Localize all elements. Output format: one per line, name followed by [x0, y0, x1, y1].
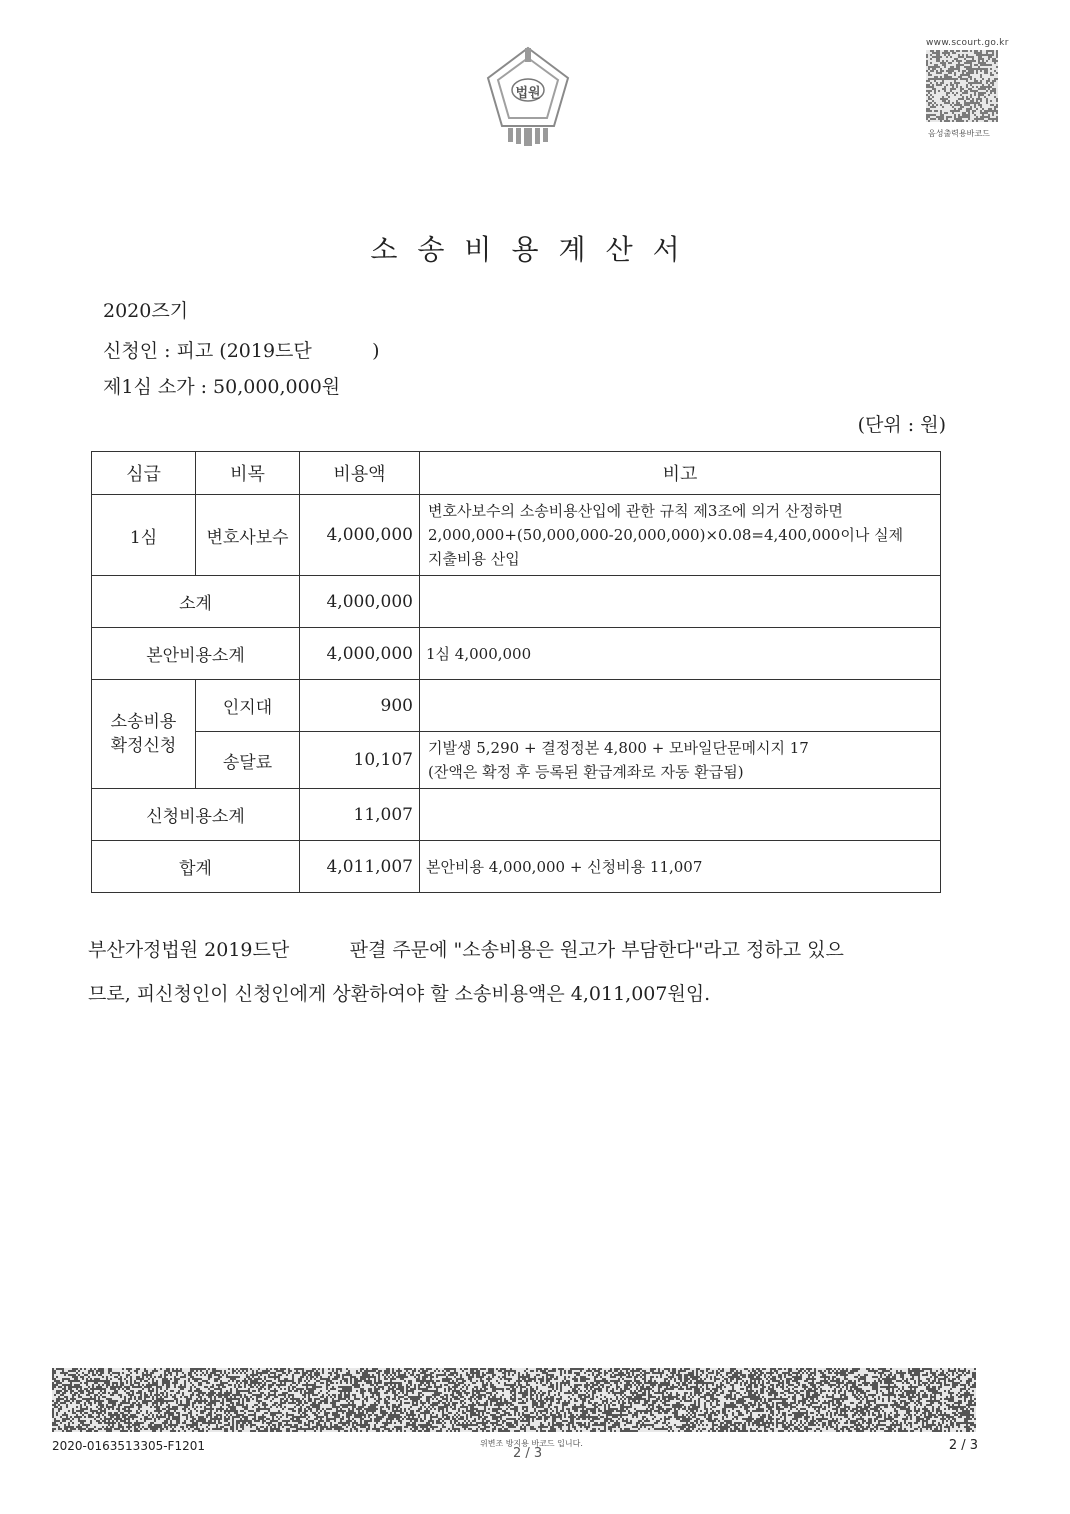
stamp-fee-note — [420, 680, 941, 732]
page-number-right: 2 / 3 — [948, 1438, 978, 1453]
table-row — [92, 495, 941, 576]
note-line: 변호사보수의 소송비용산입에 관한 규칙 제3조에 의거 산정하면 — [428, 502, 843, 520]
barcode-caption: 위변조 방지용 바코드 입니다. — [480, 1439, 583, 1448]
subtotal-label: 소계 — [92, 576, 300, 628]
application-subtotal-note — [420, 789, 941, 841]
header-item: 비목 — [196, 452, 300, 495]
emblem-label: 법원 — [515, 86, 541, 101]
total-amount: 4,011,007 — [300, 841, 420, 893]
unit-note: (단위 : 원) — [857, 414, 946, 436]
note-line: (잔액은 확정 후 등록된 환급계좌로 자동 환급됨) — [428, 763, 744, 781]
note-line: 2,000,000+(50,000,000-20,000,000)×0.08=4,400,000이나 실제 — [428, 526, 904, 544]
anti-forgery-barcode-icon — [52, 1368, 976, 1432]
main-subtotal-row — [92, 628, 941, 680]
total-note: 본안비용 4,000,000 + 신청비용 11,007 — [420, 841, 941, 893]
conclusion-line: 부산가정법원 2019드단 판결 주문에 "소송비용은 원고가 부담한다"라고 정하고 있으 — [88, 939, 844, 961]
claim-value-line: 제1심 소가 : 50,000,000원 — [103, 376, 341, 398]
header-level: 심급 — [92, 452, 196, 495]
qr-caption: 음성출력용바코드 — [928, 129, 990, 138]
table-header-row — [92, 452, 941, 495]
application-subtotal-row — [92, 789, 941, 841]
service-fee-item: 송달료 — [196, 732, 300, 789]
document-id: 2020-0163513305-F1201 — [52, 1439, 205, 1453]
stamp-fee-item: 인지대 — [196, 680, 300, 732]
row-amount: 4,000,000 — [300, 495, 420, 576]
subtotal-note — [420, 576, 941, 628]
header-note: 비고 — [420, 452, 941, 495]
service-fee-row — [92, 732, 941, 789]
subtotal-amount: 4,000,000 — [300, 576, 420, 628]
row-item: 변호사보수 — [196, 495, 300, 576]
page-number-center: 2 / 3 — [513, 1446, 543, 1461]
application-subtotal-amount: 11,007 — [300, 789, 420, 841]
header-amount: 비용액 — [300, 452, 420, 495]
conclusion-paragraph — [88, 928, 948, 1016]
subtotal-row — [92, 576, 941, 628]
service-fee-amount: 10,107 — [300, 732, 420, 789]
row-note — [420, 495, 941, 576]
application-subtotal-label: 신청비용소계 — [92, 789, 300, 841]
main-subtotal-note: 1심 4,000,000 — [420, 628, 941, 680]
cost-table — [91, 451, 941, 893]
stamp-fee-amount: 900 — [300, 680, 420, 732]
conclusion-line: 므로, 피신청인이 신청인에게 상환하여야 할 소송비용액은 4,011,007원임. — [88, 983, 711, 1005]
confirm-group-label: 소송비용 확정신청 — [92, 680, 196, 789]
document-title: 소송비용계산서 — [370, 233, 700, 266]
main-subtotal-label: 본안비용소계 — [92, 628, 300, 680]
stamp-fee-row — [92, 680, 941, 732]
court-url: www.scourt.go.kr — [926, 38, 1009, 48]
total-row — [92, 841, 941, 893]
note-line: 지출비용 산입 — [428, 550, 520, 568]
service-fee-note — [420, 732, 941, 789]
row-level: 1심 — [92, 495, 196, 576]
voice-output-barcode-icon — [926, 50, 998, 122]
case-number: 2020즈기 — [103, 300, 189, 322]
note-line: 기발생 5,290 + 결정정본 4,800 + 모바일단문메시지 17 — [428, 739, 809, 757]
main-subtotal-amount: 4,000,000 — [300, 628, 420, 680]
total-label: 합계 — [92, 841, 300, 893]
court-emblem — [478, 42, 578, 146]
applicant-line: 신청인 : 피고 (2019드단 ) — [103, 340, 380, 362]
